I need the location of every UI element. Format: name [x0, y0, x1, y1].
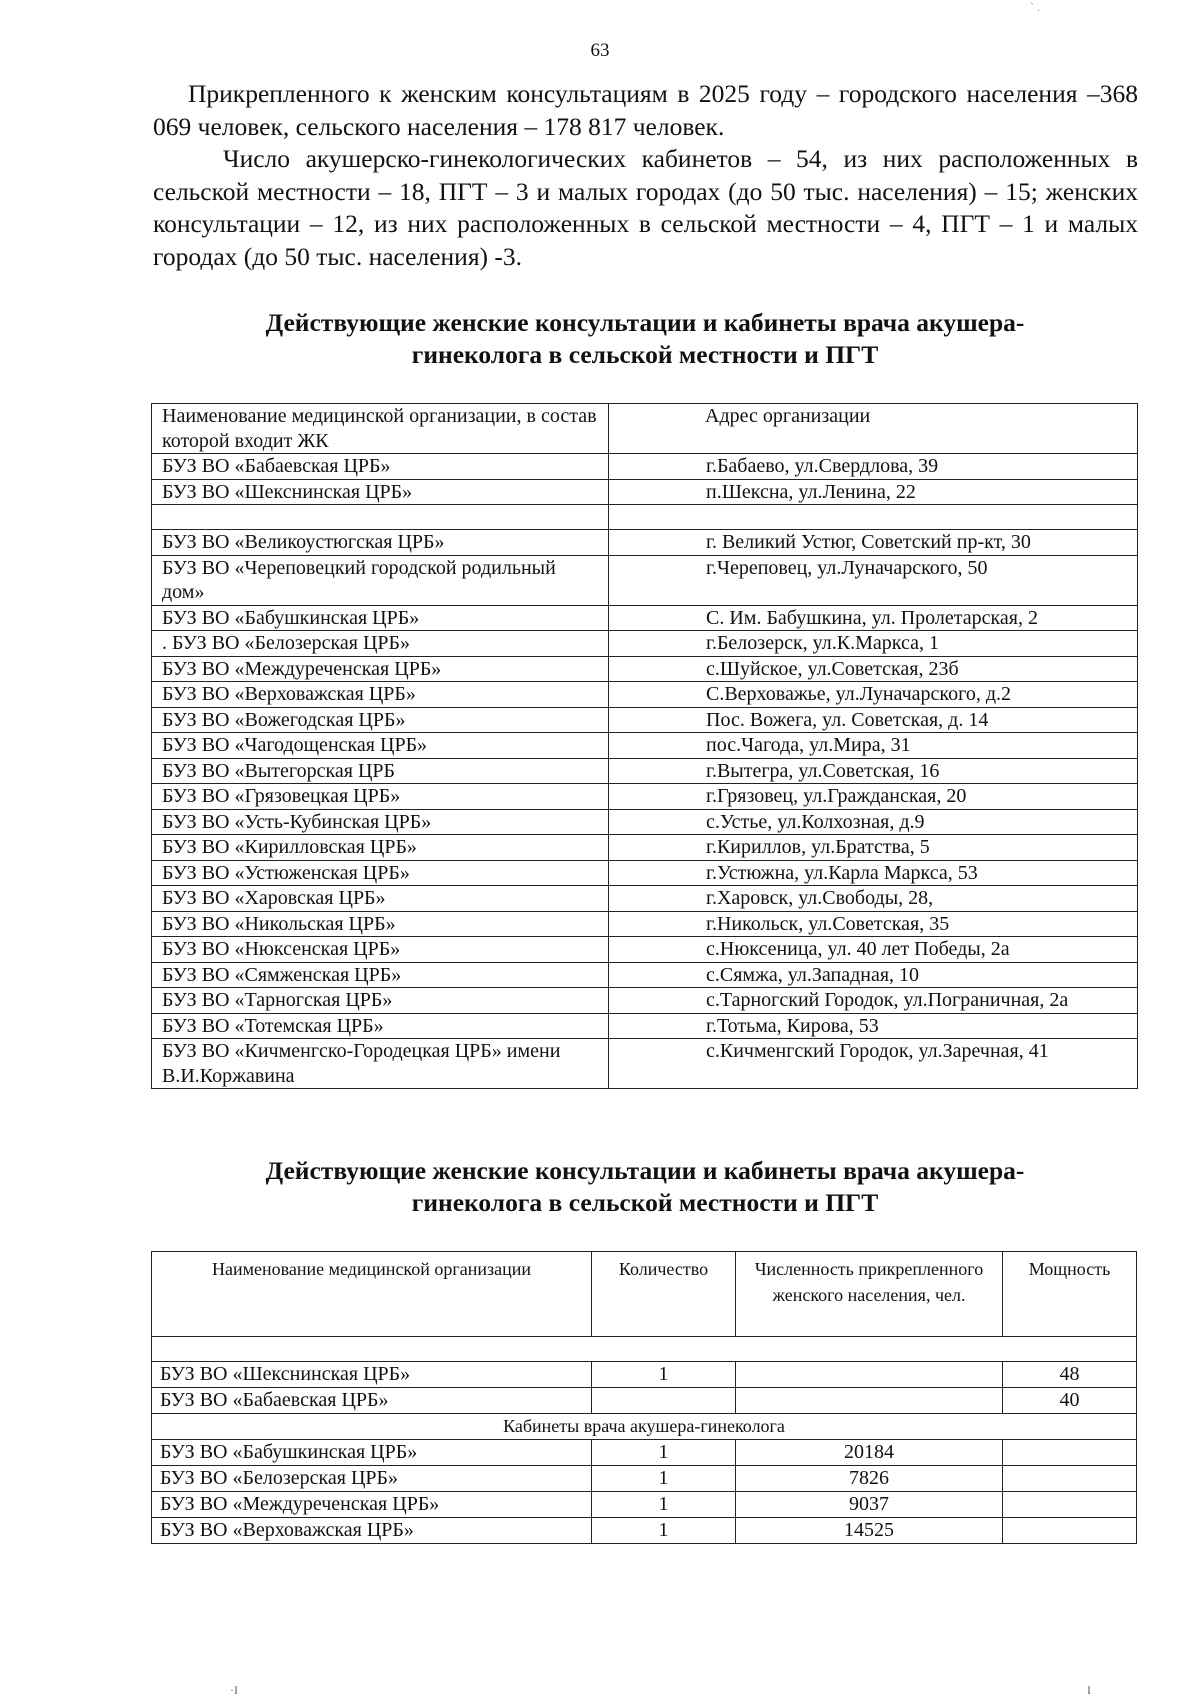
- capacity-cell: [1003, 1466, 1137, 1492]
- table-row: [152, 555, 1138, 605]
- footer-scan-mark-left: ·I: [230, 1683, 238, 1697]
- org-name-cell: БУЗ ВО «Шекснинская ЦРБ»: [152, 1362, 592, 1388]
- org-name-cell: БУЗ ВО «Харовская ЦРБ»: [152, 886, 609, 912]
- org-name-cell: БУЗ ВО «Нюксенская ЦРБ»: [152, 937, 609, 963]
- section-label: Кабинеты врача акушера-гинеколога: [152, 1414, 1137, 1440]
- org-address-cell: г.Харовск, ул.Свободы, 28,: [609, 886, 1138, 912]
- capacity-cell: [1003, 1492, 1137, 1518]
- org-address-cell: п.Шексна, ул.Ленина, 22: [609, 479, 1138, 505]
- org-name-cell: БУЗ ВО «Шекснинская ЦРБ»: [152, 479, 609, 505]
- org-address-cell: г.Грязовец, ул.Гражданская, 20: [609, 784, 1138, 810]
- count-cell: 1: [592, 1440, 736, 1466]
- table-row: [152, 479, 1138, 505]
- population-cell: [736, 1388, 1003, 1414]
- table-row: [152, 886, 1138, 912]
- population-cell: 14525: [736, 1518, 1003, 1544]
- table-row: [152, 784, 1138, 810]
- org-name-cell: БУЗ ВО «Тарногская ЦРБ»: [152, 988, 609, 1014]
- table-row: [152, 682, 1138, 708]
- table-row: [152, 962, 1138, 988]
- table1-heading-line1: Действующие женские консультации и кабинеты врача акушера-: [265, 308, 1025, 337]
- org-address-cell: г.Череповец, ул.Луначарского, 50: [609, 555, 1138, 605]
- org-name-cell: БУЗ ВО «Кирилловская ЦРБ»: [152, 835, 609, 861]
- table-row: [152, 860, 1138, 886]
- population-cell: 7826: [736, 1466, 1003, 1492]
- table-row: [152, 1039, 1138, 1089]
- org-name-cell: БУЗ ВО «Бабушкинская ЦРБ»: [152, 1440, 592, 1466]
- org-address-cell: с.Сямжа, ул.Западная, 10: [609, 962, 1138, 988]
- org-name-cell: БУЗ ВО «Бабаевская ЦРБ»: [152, 1388, 592, 1414]
- table-row: [152, 707, 1138, 733]
- org-address-cell: с.Устье, ул.Колхозная, д.9: [609, 809, 1138, 835]
- org-address-cell: г.Устюжна, ул.Карла Маркса, 53: [609, 860, 1138, 886]
- org-name-cell: [152, 505, 609, 530]
- org-address-cell: г. Великий Устюг, Советский пр-кт, 30: [609, 530, 1138, 556]
- table-row: [152, 1362, 1137, 1388]
- org-address-cell: г.Никольск, ул.Советская, 35: [609, 911, 1138, 937]
- table-row: [152, 1440, 1137, 1466]
- org-name-cell: БУЗ ВО «Чагодощенская ЦРБ»: [152, 733, 609, 759]
- table-header-row: [152, 1252, 1137, 1337]
- table2-heading: [150, 1155, 1140, 1219]
- table-row: [152, 454, 1138, 480]
- header-name-cell: Наименование медицинской организации, в состав которой входит ЖК: [152, 404, 609, 454]
- org-name-cell: БУЗ ВО «Тотемская ЦРБ»: [152, 1013, 609, 1039]
- table-row: [152, 809, 1138, 835]
- empty-row: [152, 1337, 1137, 1362]
- org-address-cell: с.Шуйское, ул.Советская, 23б: [609, 656, 1138, 682]
- table-row: [152, 656, 1138, 682]
- paragraph-population: Прикрепленного к женским консультациям в 2025 году – городского населения –368 069 человек, сельского населения – 178 817 человек.: [153, 79, 1138, 141]
- capacity-cell: 48: [1003, 1362, 1137, 1388]
- page-number: 63: [590, 40, 610, 61]
- table2-heading-line2: гинеколога в сельской местности и ПГТ: [411, 1188, 879, 1217]
- org-name-cell: БУЗ ВО «Междуреченская ЦРБ»: [152, 1492, 592, 1518]
- header-population-cell: Численность прикрепленного женского населения, чел.: [736, 1252, 1003, 1337]
- org-name-cell: БУЗ ВО «Череповецкий городской родильный дом»: [152, 555, 609, 605]
- table-row: [152, 530, 1138, 556]
- org-name-cell: БУЗ ВО «Вытегорская ЦРБ: [152, 758, 609, 784]
- corner-scan-mark: ` .: [1030, 0, 1040, 14]
- org-address-cell: г.Бабаево, ул.Свердлова, 39: [609, 454, 1138, 480]
- count-cell: 1: [592, 1518, 736, 1544]
- capacity-cell: 40: [1003, 1388, 1137, 1414]
- empty-cell: [152, 1337, 1137, 1362]
- org-name-cell: БУЗ ВО «Грязовецкая ЦРБ»: [152, 784, 609, 810]
- capacity-cell: [1003, 1518, 1137, 1544]
- table-row: [152, 733, 1138, 759]
- org-name-cell: БУЗ ВО «Вожегодская ЦРБ»: [152, 707, 609, 733]
- org-name-cell: БУЗ ВО «Верховажская ЦРБ»: [152, 1518, 592, 1544]
- table-row: [152, 758, 1138, 784]
- org-name-cell: БУЗ ВО «Устюженская ЦРБ»: [152, 860, 609, 886]
- org-name-cell: БУЗ ВО «Бабушкинская ЦРБ»: [152, 605, 609, 631]
- table-header-row: [152, 404, 1138, 454]
- table-row: [152, 911, 1138, 937]
- table1-heading: [150, 307, 1140, 371]
- org-name-cell: . БУЗ ВО «Белозерская ЦРБ»: [152, 631, 609, 657]
- org-address-cell: С. Им. Бабушкина, ул. Пролетарская, 2: [609, 605, 1138, 631]
- footer-scan-mark-right: I: [1087, 1683, 1091, 1697]
- table-row: [152, 835, 1138, 861]
- org-address-cell: с.Нюксеница, ул. 40 лет Победы, 2а: [609, 937, 1138, 963]
- population-cell: 20184: [736, 1440, 1003, 1466]
- org-name-cell: БУЗ ВО «Белозерская ЦРБ»: [152, 1466, 592, 1492]
- table-row: [152, 505, 1138, 530]
- count-cell: 1: [592, 1466, 736, 1492]
- table-row: [152, 988, 1138, 1014]
- table-row: [152, 1492, 1137, 1518]
- table-row: [152, 1013, 1138, 1039]
- org-address-cell: г.Тотьма, Кирова, 53: [609, 1013, 1138, 1039]
- org-address-cell: пос.Чагода, ул.Мира, 31: [609, 733, 1138, 759]
- table-row: [152, 937, 1138, 963]
- org-address-cell: с.Тарногский Городок, ул.Пограничная, 2а: [609, 988, 1138, 1014]
- header-capacity-cell: Мощность: [1003, 1252, 1137, 1337]
- clinics-address-table: [151, 403, 1138, 1089]
- org-address-cell: г.Белозерск, ул.К.Маркса, 1: [609, 631, 1138, 657]
- org-name-cell: БУЗ ВО «Междуреченская ЦРБ»: [152, 656, 609, 682]
- population-cell: [736, 1362, 1003, 1388]
- org-name-cell: БУЗ ВО «Бабаевская ЦРБ»: [152, 454, 609, 480]
- org-name-cell: БУЗ ВО «Сямженская ЦРБ»: [152, 962, 609, 988]
- org-name-cell: БУЗ ВО «Кичменгско-Городецкая ЦРБ» имени В.И.Коржавина: [152, 1039, 609, 1089]
- count-cell: 1: [592, 1362, 736, 1388]
- org-name-cell: БУЗ ВО «Усть-Кубинская ЦРБ»: [152, 809, 609, 835]
- capacity-cell: [1003, 1440, 1137, 1466]
- org-name-cell: БУЗ ВО «Великоустюгская ЦРБ»: [152, 530, 609, 556]
- org-address-cell: с.Кичменгский Городок, ул.Заречная, 41: [609, 1039, 1138, 1089]
- table-row: [152, 1388, 1137, 1414]
- table-row: [152, 1518, 1137, 1544]
- header-count-cell: Количество: [592, 1252, 736, 1337]
- org-address-cell: г.Вытегра, ул.Советская, 16: [609, 758, 1138, 784]
- table-row: [152, 1466, 1137, 1492]
- table1-heading-line2: гинеколога в сельской местности и ПГТ: [411, 340, 879, 369]
- header-name-cell: Наименование медицинской организации: [152, 1252, 592, 1337]
- org-address-cell: г.Кириллов, ул.Братства, 5: [609, 835, 1138, 861]
- org-address-cell: С.Верховажье, ул.Луначарского, д.2: [609, 682, 1138, 708]
- org-name-cell: БУЗ ВО «Верховажская ЦРБ»: [152, 682, 609, 708]
- table-row: [152, 605, 1138, 631]
- clinics-capacity-table: [151, 1251, 1137, 1544]
- table2-heading-line1: Действующие женские консультации и кабинеты врача акушера-: [265, 1156, 1025, 1185]
- org-address-cell: [609, 505, 1138, 530]
- table-row: [152, 631, 1138, 657]
- org-name-cell: БУЗ ВО «Никольская ЦРБ»: [152, 911, 609, 937]
- count-cell: [592, 1388, 736, 1414]
- header-address-cell: Адрес организации: [609, 404, 1138, 454]
- count-cell: 1: [592, 1492, 736, 1518]
- org-address-cell: Пос. Вожега, ул. Советская, д. 14: [609, 707, 1138, 733]
- population-cell: 9037: [736, 1492, 1003, 1518]
- paragraph-cabinets: Число акушерско-гинекологических кабинетов – 54, из них расположенных в сельской местности – 18, ПГТ – 3 и малых городах (до 50 тыс. населения) – 15; женских консультации – 12, из них расположенных в сельской местности – 4, ПГТ – 1 и малых городах (до 50 тыс. населения) -3.: [153, 144, 1138, 271]
- section-row: [152, 1414, 1137, 1440]
